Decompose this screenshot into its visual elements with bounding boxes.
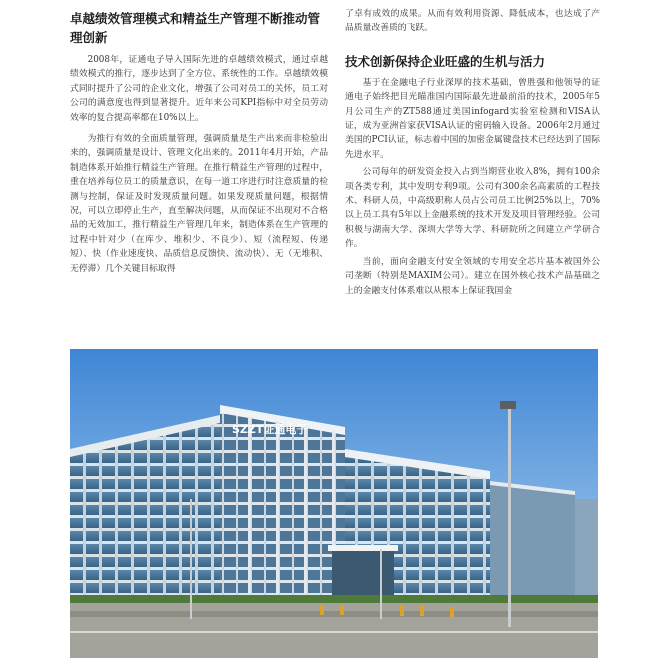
paragraph-continued: 了卓有成效的成果。从而有效利用资源、降低成本，也达成了产品质量改善质的飞跃。: [345, 9, 600, 34]
section-heading-innovation: 技术创新保持企业旺盛的生机与活力: [345, 53, 546, 69]
building-photo-illustration: [70, 349, 598, 658]
paragraph: 公司每年的研发资金投入占到当期营业收入8%，拥有100余项各类专利，其中发明专利9项。公司有300余名高素质的工程技术、科研人员，中高级职称人员占公司员工比例25%以上，70%以上员工具有5年以上金融系统的技术开发及项目管理经验。公司积极与湖南大学、深圳大学等大学、科研院所之间建立产学研合作。: [345, 167, 600, 250]
right-column: [345, 0, 600, 298]
paragraph: 2008年，证通电子导入国际先进的卓越绩效模式，通过卓越绩效模式的推行，逐步达到了全方位、系统性的工作。卓越绩效模式同时提升了公司的企业文化，增强了公司对员工的关怀，员工对公司的满意度也得到显著提升。近年来公司KPI指标中对全员劳动效率的复合提高率都在10%以上。: [70, 55, 328, 123]
building-sign: SZZT证通电子: [232, 423, 308, 436]
section-heading-management: 卓越绩效管理模式和精益生产管理不断推动管理创新: [70, 11, 321, 45]
paragraph: 基于在金融电子行业深厚的技术基础，曾胜强和他领导的证通电子始终把目光瞄准国内国际最先进最前沿的技术，2005年5月公司生产的ZT588通过美国infogard实验室检测和VISA认证，成为亚洲首家获VISA认证的密码输入设备。2006年2月通过美国的PCI认证，标志着中国的加密金属键盘技术已经达到了国际先进水平。: [345, 77, 600, 160]
paragraph: 当前，面向金融支付安全领域的专用安全芯片基本被国外公司垄断（特别是MAXIM公司）。建立在国外核心技术产品基础之上的金融支付体系难以从根本上保证我国金: [345, 256, 600, 296]
left-column: [70, 0, 328, 276]
paragraph: 为推行有效的全面质量管理，强调质量是生产出来而非检验出来的，强调质量是设计、管理文化出来的。2011年4月开始，产品制造体系开始推行精益生产管理。在推行精益生产管理的过程中，重在培养每位员工的质量意识，在每一道工序进行时注意质量的检测与控制，保证及时发现质量问题。如果发现质量问题，根据情况，可以立即停止生产，直至解决问题，从而保证不出现对不合格品的无效加工，推行精益生产管理几年来，制造体系在生产管理的过程中针对少（在库少、堆积少、不良少）、短（流程短、传递短）、快（作业速度快、品质信息反馈快、流动快）、无（无堆积、无停滞）几个关键目标取得: [70, 134, 328, 274]
building-photo: [70, 349, 598, 658]
